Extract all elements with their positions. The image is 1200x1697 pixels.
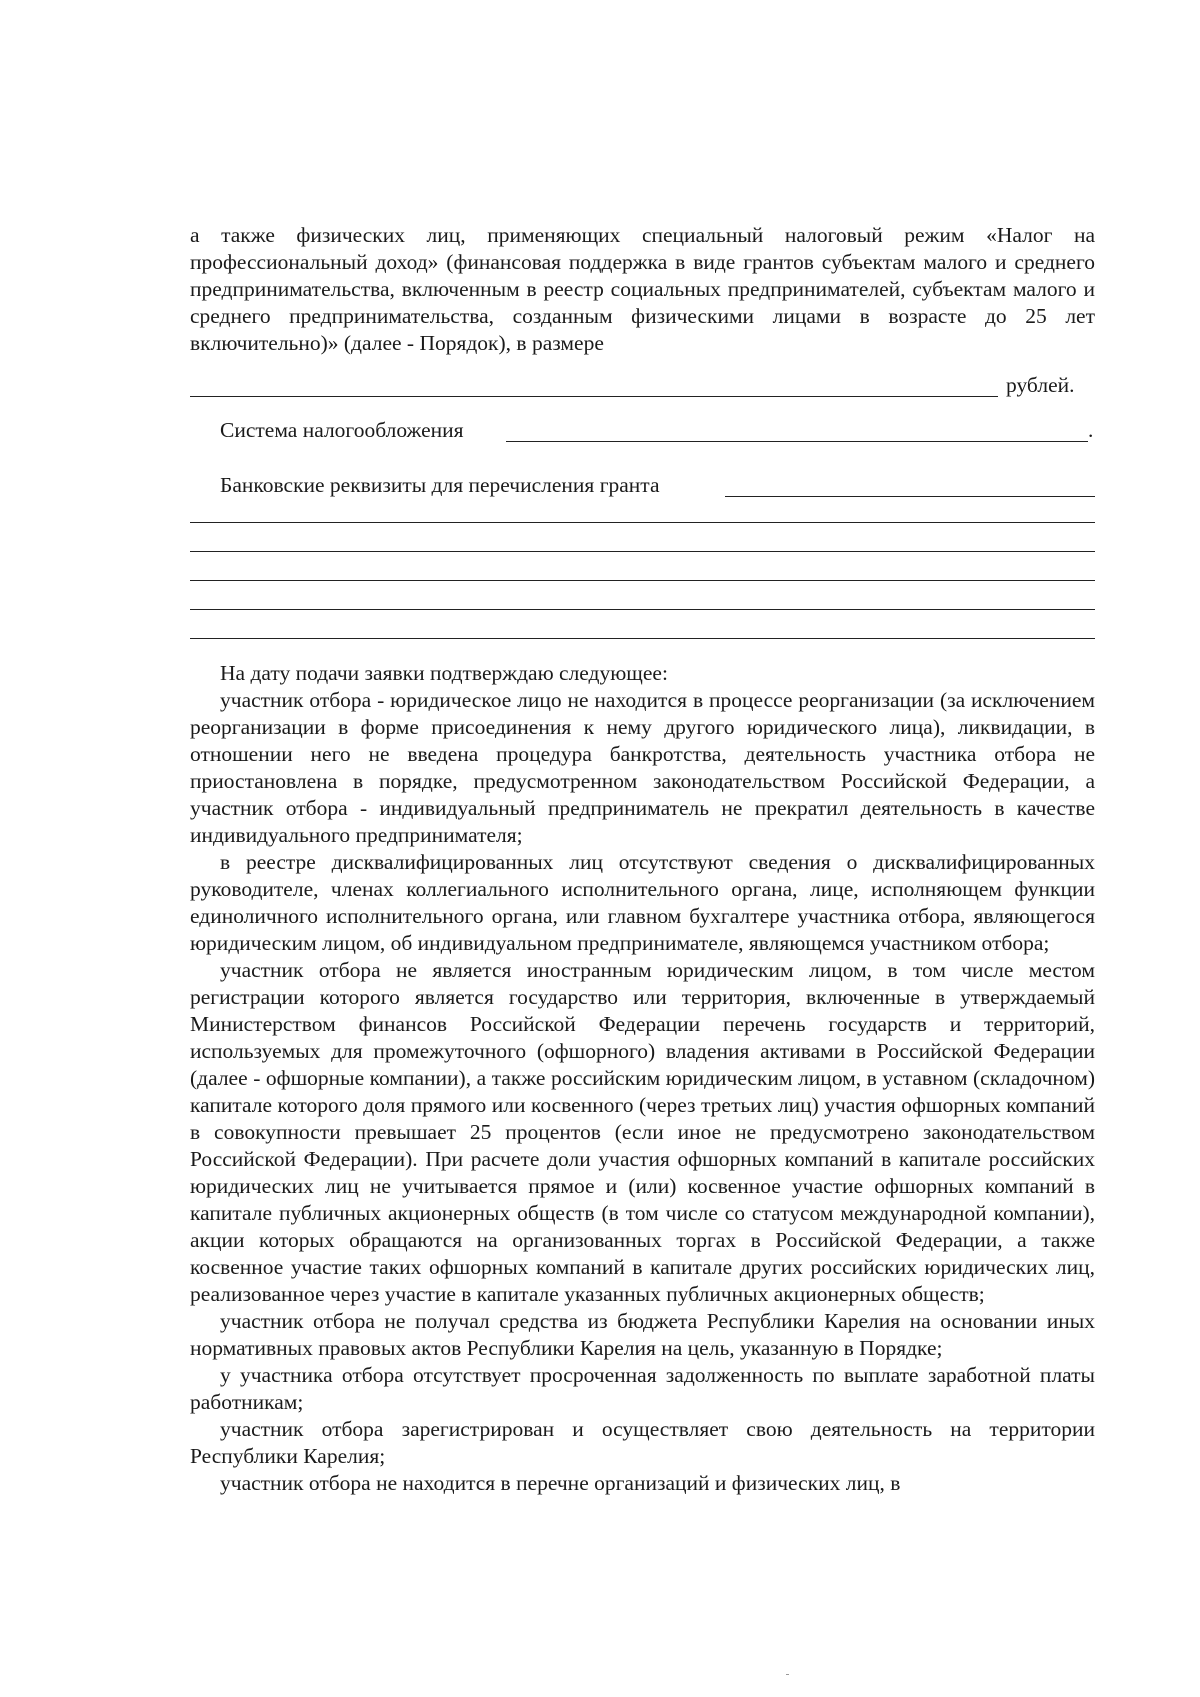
amount-row xyxy=(190,372,1095,402)
tax-system-row xyxy=(190,417,1095,447)
scan-speck xyxy=(786,1674,789,1675)
tax-system-suffix: . xyxy=(1088,418,1094,442)
confirm-item-6: участник отбора зарегистрирован и осуществляет свою деятельность на территории Республики Карелия; xyxy=(190,1417,1095,1468)
bank-details-label: Банковские реквизиты для перечисления гранта xyxy=(220,473,660,497)
confirm-item-7: участник отбора не находится в перечне организаций и физических лиц, в xyxy=(220,1471,901,1495)
intro-paragraph: а также физических лиц, применяющих специальный налоговый режим «Налог на профессиональный доход» (финансовая поддержка в виде грантов субъектам малого и среднего предпринимательства, включенным в реестр социальных предпринимателей, субъектам малого и среднего предпринимательства, созданным физическими лицами в возрасте до 25 лет включительно)» (далее - Порядок), в размере xyxy=(190,223,1095,355)
confirm-item-3: участник отбора не является иностранным юридическим лицом, в том числе местом регистрации которого является государство или территория, включенные в утверждаемый Министерством финансов Российской Федерации перечень государств и территорий, используемых для промежуточного (офшорного) владения активами в Российской Федерации (далее - офшорные компании), а также российским юридическим лицом, в уставном (складочном) капитале которого доля прямого или косвенного (через третьих лиц) участия офшорных компаний в совокупности превышает 25 процентов (если иное не предусмотрено законодательством Российской Федерации). При расчете доли участия офшорных компаний в капитале российских юридических лиц не учитывается прямое и (или) косвенное участие офшорных компаний в капитале публичных акционерных обществ (в том числе со статусом международной компании), акции которых обращаются на организованных торгах в Российской Федерации, а также косвенное участие таких офшорных компаний в капитале других российских юридических лиц, реализованное через участие в капитале указанных публичных акционерных обществ; xyxy=(190,958,1095,1306)
confirm-item-1: участник отбора - юридическое лицо не находится в процессе реорганизации (за исключением реорганизации в форме присоединения к нему другого юридического лица), ликвидации, в отношении него не введена процедура банкротства, деятельность участника отбора не приостановлена в порядке, предусмотренном законодательством Российской Федерации, а участник отбора - индивидуальный предприниматель не прекратил деятельность в качестве индивидуального предпринимателя; xyxy=(190,688,1095,847)
bank-details-row xyxy=(190,472,1095,502)
confirm-item-5: у участника отбора отсутствует просроченная задолженность по выплате заработной платы работникам; xyxy=(190,1363,1095,1414)
tax-system-blank-line[interactable] xyxy=(506,441,1088,442)
amount-blank-line[interactable] xyxy=(190,396,998,397)
bank-details-blank-line-5[interactable] xyxy=(190,609,1095,610)
bank-details-blank-line-6[interactable] xyxy=(190,638,1095,639)
bank-details-blank-line-2[interactable] xyxy=(190,522,1095,523)
bank-details-blank-line-4[interactable] xyxy=(190,580,1095,581)
confirm-item-2: в реестре дисквалифицированных лиц отсутствуют сведения о дисквалифицированных руководителе, членах коллегиального исполнительного органа, лице, исполняющем функции единоличного исполнительного органа, или главном бухгалтере участника отбора, являющегося юридическим лицом, об индивидуальном предпринимателе, являющемся участником отбора; xyxy=(190,850,1095,955)
confirm-section xyxy=(190,660,1095,1497)
tax-system-label: Система налогообложения xyxy=(220,418,464,442)
confirm-heading: На дату подачи заявки подтверждаю следующее: xyxy=(220,661,668,685)
bank-details-blank-line-3[interactable] xyxy=(190,551,1095,552)
amount-suffix: рублей. xyxy=(1006,373,1075,397)
intro-text-block xyxy=(190,222,1095,357)
bank-details-blank-line[interactable] xyxy=(725,496,1095,497)
confirm-item-4: участник отбора не получал средства из бюджета Республики Карелия на основании иных нормативных правовых актов Республики Карелия на цель, указанную в Порядке; xyxy=(190,1309,1095,1360)
